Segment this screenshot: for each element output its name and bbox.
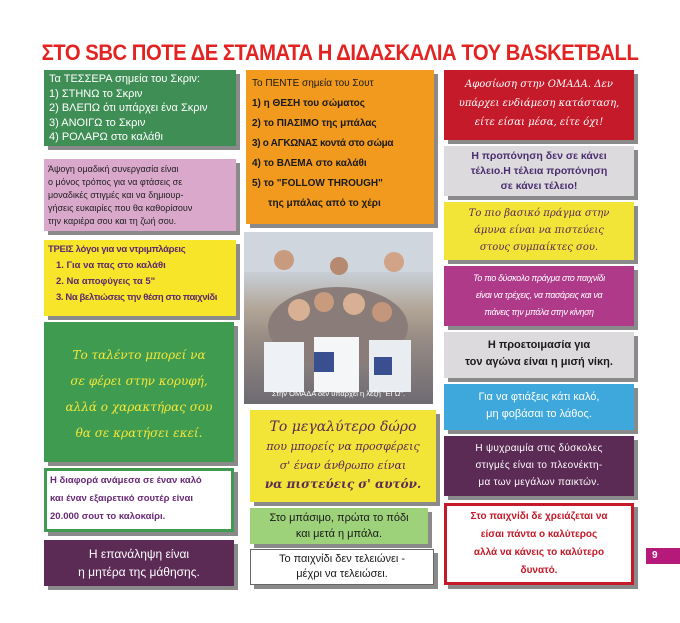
gift-line: σ' έναν άνθρωπο είναι [279,459,407,472]
best-line: είσαι πάντα ο καλύτερος [480,529,598,540]
layup-box [250,508,428,544]
screen-heading: Τα ΤΕΣΣΕΡΑ σημεία του Σκριν: [49,73,200,85]
dribble-reason-2: 2. Να αποφύγεις τα 5" [56,276,156,287]
page-title: ΣΤΟ SBC ΠΟΤΕ ΔΕ ΣΤΑΜΑΤΑ Η ΔΙΔΑΣΚΑΛΙΑ ΤΟΥ BASKETBALL [41,40,639,65]
preparation-line: Η προετοιμασία για [487,339,591,351]
difference-line: και έναν εξαιρετικό σουτέρ είναι [50,493,194,504]
game-line: μέχρι να τελειώσει. [296,568,388,580]
best-line: αλλά να κάνεις το καλύτερο [473,547,605,558]
screen-points-box [44,70,236,146]
teamwork-box [44,159,236,231]
training-box [444,146,634,196]
talent-line: σε φέρει στην κορυφή, [70,374,208,388]
screen-point-4: 4) ΡΟΛΑΡΩ στο καλάθι [49,131,163,143]
talent-line: θα σε κρατήσει εκεί. [75,426,203,440]
training-line: σε κάνει τέλειο! [500,180,578,192]
fear-line: Για να φτιάξεις κάτι καλό, [478,391,600,403]
difference-line: Η διαφορά ανάμεσα σε έναν καλό [50,475,202,486]
defense-line: Το πιο βασικό πράγμα στην [468,208,610,219]
shot-point-2: 2) το ΠΙΑΣΙΜΟ της μπάλας [252,118,377,129]
repetition-line: η μητέρα της μάθησης. [78,565,200,579]
game-line: Το παιχνίδι δεν τελειώνει - [278,553,406,565]
hardest-line: Το πιο δύσκολο πράγμα στο παιχνίδι [473,273,605,283]
gift-line: να πιστεύεις σ' αυτόν. [264,477,422,491]
shot-points-box [246,70,434,224]
dribble-heading: ΤΡΕΙΣ λόγοι για να ντριμπλάρεις [48,244,186,255]
preparation-box [444,332,634,378]
dribble-reasons-box [44,240,236,316]
screen-point-1: 1) ΣΤΗΝΩ το Σκριν [49,87,143,100]
game-not-over-box [250,549,434,585]
team-huddle-photo [244,232,433,404]
photo-caption: Στην ΟΜΑΔΑ δεν υπάρχει η λέξη "ΕΓΩ". [271,389,406,398]
page-number: 9 [646,548,680,564]
training-line: τέλειο.Η τέλεια προπόνηση [470,165,608,177]
dribble-reason-1: 1. Για να πας στο καλάθι [56,260,166,271]
difference-line: 20.000 σουτ το καλοκαίρι. [50,511,166,522]
teamwork-line: την καριέρα σου και τη ζωή σου. [48,216,177,226]
calm-line: μα των μεγάλων παικτών. [478,477,600,488]
screen-point-3: 3) ΑΝΟΙΓΩ το Σκριν [49,116,146,129]
dedication-line: Αφοσίωση στην ΟΜΑΔΑ. Δεν [465,79,613,90]
repetition-box [44,540,234,586]
do-your-best-box [444,503,634,585]
shot-point-1: 1) η ΘΕΣΗ του σώματος [252,98,365,109]
layup-line: και μετά η μπάλα. [295,528,383,540]
teamwork-line: ο μόνος τρόπος για να φτάσεις σε [48,177,183,187]
defense-box [444,202,634,260]
shot-point-5: 5) το "FOLLOW THROUGH" [252,178,383,189]
talent-line: αλλά ο χαρακτήρας σου [65,400,213,414]
fear-box [444,384,634,430]
teamwork-line: γήσεις ευκαιρίες που θα καθορίσουν [48,203,193,213]
shot-point-6: της μπάλας από το χέρι [268,198,381,209]
hardest-thing-box [444,266,634,326]
defense-line: στους συμπαίκτες σου. [479,242,599,253]
huddle-illustration [244,232,433,404]
fear-line: μη φοβάσαι το λάθος. [486,408,592,420]
screen-point-2: 2) ΒΛΕΠΩ ότι υπάρχει ένα Σκριν [49,102,208,114]
shot-point-3: 3) ο ΑΓΚΩΝΑΣ κοντά στο σώμα [252,138,394,149]
teamwork-line: Άψογη ομαδική συνεργασία είναι [48,164,179,174]
layup-line: Στο μπάσιμο, πρώτα το πόδι [269,512,409,524]
best-line: δυνατό. [520,565,558,576]
repetition-line: Η επανάληψη είναι [88,547,190,561]
dedication-box [444,70,634,140]
shot-heading: Το ΠΕΝΤΕ σημεία του Σουτ [252,78,374,89]
teamwork-line: μοναδικές στιγμές και να δημιουρ- [48,190,184,200]
shooter-difference-box [44,468,234,532]
dribble-reason-3: 3. Να βελτιώσεις την θέση στο παιχνίδι [56,292,217,303]
dedication-line: υπάρχει ενδιάμεση κατάσταση, [458,98,620,109]
gift-line: Το μεγαλύτερο δώρο [269,419,417,435]
hardest-line: πιάνεις την μπάλα στην κίνηση [484,307,594,317]
calm-line: Η ψυχραιμία στις δύσκολες [475,443,603,454]
gift-line: που μπορείς να προσφέρεις [266,440,420,453]
training-line: Η προπόνηση δεν σε κάνει [471,150,607,162]
hardest-line: είναι να τρέχεις, να πασάρεις και να [475,290,603,300]
talent-box [44,322,234,462]
calm-line: στιγμές είναι το πλεονέκτη- [475,460,603,471]
gift-box [250,410,436,502]
defense-line: άμυνα είναι να πιστεύεις [474,225,604,236]
best-line: Στο παιχνίδι δε χρειάζεται να [470,511,608,522]
dedication-line: είτε είσαι μέσα, είτε όχι! [474,117,604,128]
preparation-line: τον αγώνα είναι η μισή νίκη. [465,356,613,368]
talent-line: Το ταλέντο μπορεί να [72,348,206,362]
shot-point-4: 4) το ΒΛΕΜΑ στο καλάθι [252,158,367,169]
calm-box [444,436,634,496]
